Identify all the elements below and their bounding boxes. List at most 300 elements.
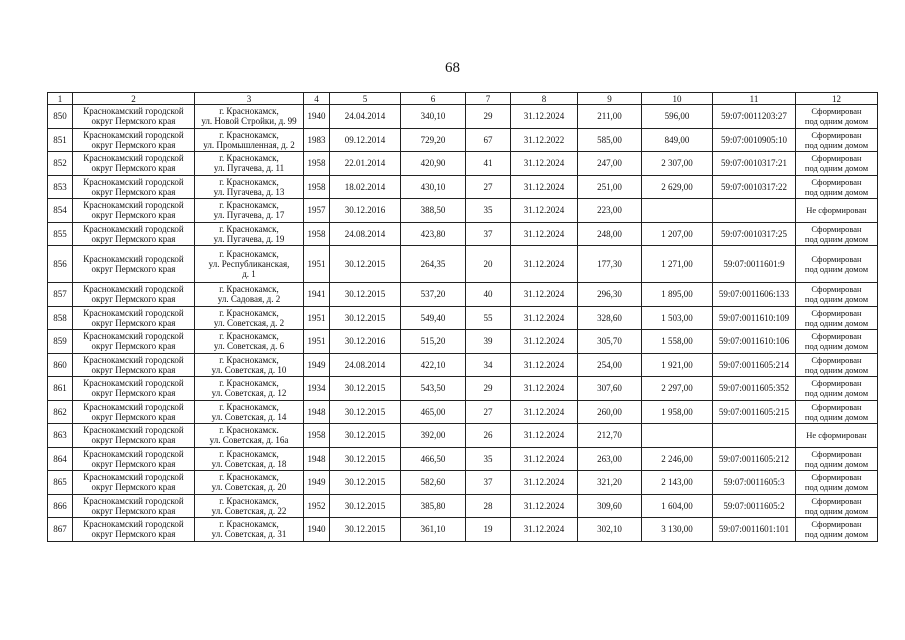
date-cell: 09.12.2014 [330, 128, 401, 152]
municipality-line: округ Пермского края [91, 317, 176, 328]
status-line: Сформирован [811, 223, 862, 234]
address-line: г. Краснокамск, [219, 153, 279, 164]
municipality-cell [73, 246, 195, 283]
address-cell [195, 518, 304, 542]
cadastral-number-cell: 59:07:0011605:352 [713, 377, 796, 401]
value-9-cell: 254,00 [578, 353, 642, 377]
table-row [48, 424, 878, 448]
value-9-cell: 307,60 [578, 377, 642, 401]
page-number: 68 [445, 60, 460, 76]
row-number-cell: 857 [48, 283, 73, 307]
status-cell [796, 283, 878, 307]
year-built-cell: 1934 [304, 377, 330, 401]
cadastral-number-cell: 59:07:0011601:101 [713, 518, 796, 542]
row-number-cell: 861 [48, 377, 73, 401]
quantity-cell: 27 [466, 175, 511, 199]
row-number-cell: 851 [48, 128, 73, 152]
area-cell: 264,35 [401, 246, 466, 283]
value-10-cell: 1 921,00 [642, 353, 713, 377]
row-number-cell: 853 [48, 175, 73, 199]
municipality-line: округ Пермского края [91, 458, 176, 469]
date-cell: 30.12.2015 [330, 283, 401, 307]
municipality-cell [73, 283, 195, 307]
status-cell [796, 471, 878, 495]
row-number-cell: 850 [48, 105, 73, 129]
deadline-cell: 31.12.2024 [511, 246, 578, 283]
address-line: г. Краснокамск, [219, 472, 279, 483]
municipality-cell [73, 471, 195, 495]
column-header: 8 [511, 93, 578, 105]
year-built-cell: 1952 [304, 494, 330, 518]
address-cell [195, 283, 304, 307]
address-cell [195, 400, 304, 424]
quantity-cell: 35 [466, 199, 511, 223]
row-number-cell: 866 [48, 494, 73, 518]
deadline-cell: 31.12.2024 [511, 424, 578, 448]
value-10-cell: 1 207,00 [642, 222, 713, 246]
status-cell [796, 424, 878, 448]
status-line: под одним домом [804, 505, 869, 516]
quantity-cell: 28 [466, 494, 511, 518]
value-9-cell: 585,00 [578, 128, 642, 152]
status-line: под одним домом [804, 482, 869, 493]
municipality-cell [73, 175, 195, 199]
deadline-cell: 31.12.2024 [511, 330, 578, 354]
table-row [48, 494, 878, 518]
date-cell: 24.04.2014 [330, 105, 401, 129]
column-header: 9 [578, 93, 642, 105]
status-line: под одним домом [804, 341, 869, 352]
value-10-cell: 1 271,00 [642, 246, 713, 283]
municipality-cell [73, 353, 195, 377]
status-cell [796, 199, 878, 223]
address-cell [195, 175, 304, 199]
status-line: под одним домом [804, 529, 869, 540]
value-10-cell [642, 199, 713, 223]
date-cell: 30.12.2015 [330, 518, 401, 542]
deadline-cell: 31.12.2024 [511, 283, 578, 307]
municipality-line: округ Пермского края [91, 529, 176, 540]
area-cell: 340,10 [401, 105, 466, 129]
cadastral-number-cell [713, 199, 796, 223]
municipality-line: округ Пермского края [91, 388, 176, 399]
municipality-cell [73, 494, 195, 518]
year-built-cell: 1948 [304, 400, 330, 424]
value-10-cell: 849,00 [642, 128, 713, 152]
value-10-cell: 1 958,00 [642, 400, 713, 424]
status-line: Сформирован [811, 354, 862, 365]
status-line: Сформирован [811, 153, 862, 164]
area-cell: 515,20 [401, 330, 466, 354]
status-cell [796, 152, 878, 176]
address-cell [195, 377, 304, 401]
row-number-cell: 858 [48, 306, 73, 330]
value-9-cell: 211,00 [578, 105, 642, 129]
municipality-cell [73, 518, 195, 542]
municipality-line: округ Пермского края [91, 435, 176, 446]
value-10-cell: 2 297,00 [642, 377, 713, 401]
address-cell [195, 353, 304, 377]
municipality-line: Краснокамский городской [83, 331, 184, 342]
municipality-cell [73, 152, 195, 176]
area-cell: 361,10 [401, 518, 466, 542]
status-line: Не сформирован [806, 205, 867, 216]
address-line: ул. Пугачева, д. 11 [213, 163, 285, 174]
municipality-line: округ Пермского края [91, 264, 176, 274]
address-line: г. Краснокамск, [219, 249, 279, 259]
address-line: г. Краснокамск, [219, 401, 279, 412]
table-row [48, 471, 878, 495]
row-number-cell: 859 [48, 330, 73, 354]
area-cell: 422,10 [401, 353, 466, 377]
address-line: ул. Республиканская, [208, 259, 290, 269]
value-9-cell: 248,00 [578, 222, 642, 246]
quantity-cell: 27 [466, 400, 511, 424]
year-built-cell: 1958 [304, 222, 330, 246]
column-header: 3 [195, 93, 304, 105]
municipality-cell [73, 424, 195, 448]
row-number-cell: 867 [48, 518, 73, 542]
cadastral-number-cell: 59:07:0011605:2 [713, 494, 796, 518]
column-header: 2 [73, 93, 195, 105]
value-10-cell: 2 246,00 [642, 447, 713, 471]
area-cell: 537,20 [401, 283, 466, 307]
municipality-line: Краснокамский городской [83, 200, 184, 211]
municipality-cell [73, 199, 195, 223]
date-cell: 24.08.2014 [330, 222, 401, 246]
date-cell: 30.12.2015 [330, 424, 401, 448]
status-cell [796, 175, 878, 199]
address-line: ул. Пугачева, д. 13 [213, 186, 285, 197]
area-cell: 430,10 [401, 175, 466, 199]
table-row [48, 518, 878, 542]
deadline-cell: 31.12.2024 [511, 377, 578, 401]
municipality-line: округ Пермского края [91, 210, 176, 221]
deadline-cell: 31.12.2024 [511, 353, 578, 377]
date-cell: 30.12.2015 [330, 400, 401, 424]
status-line: Сформирован [811, 176, 862, 187]
deadline-cell: 31.12.2024 [511, 471, 578, 495]
table-row [48, 377, 878, 401]
column-number-header-row [48, 93, 878, 105]
status-line: под одним домом [804, 264, 869, 274]
address-line: г. Краснокамск, [219, 448, 279, 459]
area-cell: 543,50 [401, 377, 466, 401]
table-row [48, 447, 878, 471]
municipality-line: округ Пермского края [91, 341, 176, 352]
municipality-line: Краснокамский городской [83, 307, 184, 318]
year-built-cell: 1949 [304, 471, 330, 495]
year-built-cell: 1940 [304, 518, 330, 542]
value-9-cell: 328,60 [578, 306, 642, 330]
quantity-cell: 55 [466, 306, 511, 330]
column-header: 1 [48, 93, 73, 105]
municipality-line: Краснокамский городской [83, 176, 184, 187]
cadastral-number-cell: 59:07:0011610:106 [713, 330, 796, 354]
value-9-cell: 212,70 [578, 424, 642, 448]
value-10-cell: 2 629,00 [642, 175, 713, 199]
municipality-line: Краснокамский городской [83, 519, 184, 530]
status-line: под одним домом [804, 317, 869, 328]
address-line: г. Краснокамск, [219, 129, 279, 140]
quantity-cell: 19 [466, 518, 511, 542]
year-built-cell: 1949 [304, 353, 330, 377]
address-cell [195, 199, 304, 223]
status-line: под одним домом [804, 458, 869, 469]
deadline-cell: 31.12.2024 [511, 199, 578, 223]
address-line: д. 1 [242, 269, 256, 279]
table-row [48, 283, 878, 307]
status-line: Сформирован [811, 519, 862, 530]
table-row [48, 400, 878, 424]
year-built-cell: 1958 [304, 152, 330, 176]
date-cell: 30.12.2016 [330, 330, 401, 354]
value-9-cell: 223,00 [578, 199, 642, 223]
table-row [48, 222, 878, 246]
status-line: под одним домом [804, 388, 869, 399]
year-built-cell: 1951 [304, 306, 330, 330]
status-cell [796, 353, 878, 377]
status-cell [796, 518, 878, 542]
area-cell: 466,50 [401, 447, 466, 471]
status-line: Сформирован [811, 254, 862, 264]
address-line: г. Краснокамск, [219, 378, 279, 389]
status-line: Сформирован [811, 378, 862, 389]
address-cell [195, 128, 304, 152]
status-line: под одним домом [804, 116, 869, 127]
quantity-cell: 37 [466, 222, 511, 246]
value-10-cell: 3 130,00 [642, 518, 713, 542]
status-line: под одним домом [804, 163, 869, 174]
year-built-cell: 1941 [304, 283, 330, 307]
cadastral-number-cell: 59:07:0011606:133 [713, 283, 796, 307]
municipality-line: Краснокамский городской [83, 284, 184, 295]
address-line: ул. Советская, д. 14 [211, 411, 287, 422]
table-row [48, 246, 878, 283]
area-cell: 420,90 [401, 152, 466, 176]
area-cell: 385,80 [401, 494, 466, 518]
value-9-cell: 302,10 [578, 518, 642, 542]
municipality-line: округ Пермского края [91, 233, 176, 244]
address-line: ул. Советская, д. 2 [213, 317, 285, 328]
status-line: под одним домом [804, 294, 869, 305]
value-10-cell: 1 503,00 [642, 306, 713, 330]
municipality-cell [73, 447, 195, 471]
address-line: г. Краснокамск. [219, 425, 279, 436]
status-cell [796, 128, 878, 152]
address-line: г. Краснокамск, [219, 495, 279, 506]
row-number-cell: 855 [48, 222, 73, 246]
status-line: Сформирован [811, 106, 862, 117]
municipality-line: округ Пермского края [91, 364, 176, 375]
municipality-line: округ Пермского края [91, 139, 176, 150]
status-cell [796, 306, 878, 330]
deadline-cell: 31.12.2024 [511, 400, 578, 424]
address-line: ул. Советская, д. 18 [211, 458, 287, 469]
row-number-cell: 860 [48, 353, 73, 377]
table-row [48, 152, 878, 176]
date-cell: 30.12.2015 [330, 246, 401, 283]
municipality-line: округ Пермского края [91, 482, 176, 493]
table-row [48, 128, 878, 152]
status-cell [796, 330, 878, 354]
address-cell [195, 246, 304, 283]
address-cell [195, 447, 304, 471]
cadastral-number-cell: 59:07:0010317:22 [713, 175, 796, 199]
year-built-cell: 1951 [304, 330, 330, 354]
date-cell: 22.01.2014 [330, 152, 401, 176]
address-line: ул. Советская, д. 6 [213, 341, 285, 352]
municipality-line: Краснокамский городской [83, 223, 184, 234]
status-cell [796, 377, 878, 401]
area-cell: 392,00 [401, 424, 466, 448]
address-line: ул. Новой Стройки, д. 99 [201, 116, 297, 127]
year-built-cell: 1957 [304, 199, 330, 223]
municipality-line: Краснокамский городской [83, 401, 184, 412]
address-line: г. Краснокамск, [219, 307, 279, 318]
row-number-cell: 852 [48, 152, 73, 176]
address-line: ул. Советская, д. 10 [211, 364, 287, 375]
status-line: Сформирован [811, 331, 862, 342]
year-built-cell: 1958 [304, 175, 330, 199]
value-9-cell: 247,00 [578, 152, 642, 176]
status-cell [796, 105, 878, 129]
address-line: ул. Советская, д. 20 [211, 482, 287, 493]
column-header: 7 [466, 93, 511, 105]
cadastral-number-cell [713, 424, 796, 448]
row-number-cell: 865 [48, 471, 73, 495]
address-cell [195, 330, 304, 354]
quantity-cell: 67 [466, 128, 511, 152]
municipality-line: округ Пермского края [91, 411, 176, 422]
address-line: ул. Советская, д. 31 [211, 529, 287, 540]
deadline-cell: 31.12.2024 [511, 152, 578, 176]
date-cell: 30.12.2015 [330, 377, 401, 401]
date-cell: 30.12.2015 [330, 306, 401, 330]
quantity-cell: 35 [466, 447, 511, 471]
address-line: ул. Советская, д. 22 [211, 505, 287, 516]
municipality-line: Краснокамский городской [83, 472, 184, 483]
quantity-cell: 26 [466, 424, 511, 448]
address-line: г. Краснокамск, [219, 331, 279, 342]
date-cell: 30.12.2015 [330, 447, 401, 471]
cadastral-number-cell: 59:07:0011203:27 [713, 105, 796, 129]
quantity-cell: 20 [466, 246, 511, 283]
value-9-cell: 260,00 [578, 400, 642, 424]
municipality-line: Краснокамский городской [83, 106, 184, 117]
cadastral-number-cell: 59:07:0011605:212 [713, 447, 796, 471]
status-cell [796, 400, 878, 424]
quantity-cell: 40 [466, 283, 511, 307]
address-cell [195, 152, 304, 176]
row-number-cell: 856 [48, 246, 73, 283]
area-cell: 465,00 [401, 400, 466, 424]
quantity-cell: 34 [466, 353, 511, 377]
status-line: Не сформирован [806, 430, 867, 441]
column-header: 12 [796, 93, 878, 105]
row-number-cell: 854 [48, 199, 73, 223]
address-cell [195, 471, 304, 495]
address-line: г. Краснокамск, [219, 519, 279, 530]
status-line: под одним домом [804, 233, 869, 244]
municipality-line: Краснокамский городской [83, 354, 184, 365]
table-row [48, 105, 878, 129]
cadastral-number-cell: 59:07:0011605:3 [713, 471, 796, 495]
value-9-cell: 305,70 [578, 330, 642, 354]
address-line: г. Краснокамск, [219, 200, 279, 211]
municipality-line: Краснокамский городской [83, 378, 184, 389]
municipality-line: Краснокамский городской [83, 448, 184, 459]
status-line: Сформирован [811, 472, 862, 483]
value-9-cell: 177,30 [578, 246, 642, 283]
housing-registry-table [47, 92, 878, 542]
quantity-cell: 37 [466, 471, 511, 495]
deadline-cell: 31.12.2024 [511, 175, 578, 199]
municipality-line: Краснокамский городской [83, 153, 184, 164]
registry-body [48, 105, 878, 542]
deadline-cell: 31.12.2024 [511, 518, 578, 542]
address-cell [195, 105, 304, 129]
value-9-cell: 309,60 [578, 494, 642, 518]
municipality-line: Краснокамский городской [83, 129, 184, 140]
address-cell [195, 494, 304, 518]
municipality-cell [73, 330, 195, 354]
address-cell [195, 424, 304, 448]
row-number-cell: 864 [48, 447, 73, 471]
column-header: 10 [642, 93, 713, 105]
address-line: ул. Советская, д. 12 [211, 388, 287, 399]
cadastral-number-cell: 59:07:0010317:25 [713, 222, 796, 246]
municipality-cell [73, 128, 195, 152]
deadline-cell: 31.12.2024 [511, 105, 578, 129]
column-header: 11 [713, 93, 796, 105]
table-row [48, 330, 878, 354]
municipality-cell [73, 222, 195, 246]
value-9-cell: 251,00 [578, 175, 642, 199]
table-row [48, 306, 878, 330]
year-built-cell: 1951 [304, 246, 330, 283]
address-line: ул. Советская, д. 16а [209, 435, 289, 446]
area-cell: 388,50 [401, 199, 466, 223]
cadastral-number-cell: 59:07:0011605:214 [713, 353, 796, 377]
status-line: под одним домом [804, 139, 869, 150]
value-9-cell: 296,30 [578, 283, 642, 307]
address-line: г. Краснокамск, [219, 223, 279, 234]
address-line: г. Краснокамск, [219, 176, 279, 187]
status-cell [796, 494, 878, 518]
address-line: г. Краснокамск, [219, 354, 279, 365]
address-line: г. Краснокамск, [219, 284, 279, 295]
deadline-cell: 31.12.2024 [511, 494, 578, 518]
address-cell [195, 306, 304, 330]
table-row [48, 353, 878, 377]
table-row [48, 175, 878, 199]
status-line: под одним домом [804, 411, 869, 422]
municipality-line: Краснокамский городской [83, 495, 184, 506]
address-line: г. Краснокамск, [219, 106, 279, 117]
status-cell [796, 222, 878, 246]
municipality-line: округ Пермского края [91, 163, 176, 174]
value-9-cell: 321,20 [578, 471, 642, 495]
date-cell: 18.02.2014 [330, 175, 401, 199]
deadline-cell: 31.12.2024 [511, 222, 578, 246]
year-built-cell: 1940 [304, 105, 330, 129]
municipality-line: округ Пермского края [91, 505, 176, 516]
row-number-cell: 862 [48, 400, 73, 424]
municipality-line: Краснокамский городской [83, 254, 184, 264]
cadastral-number-cell: 59:07:0010317:21 [713, 152, 796, 176]
column-header: 5 [330, 93, 401, 105]
